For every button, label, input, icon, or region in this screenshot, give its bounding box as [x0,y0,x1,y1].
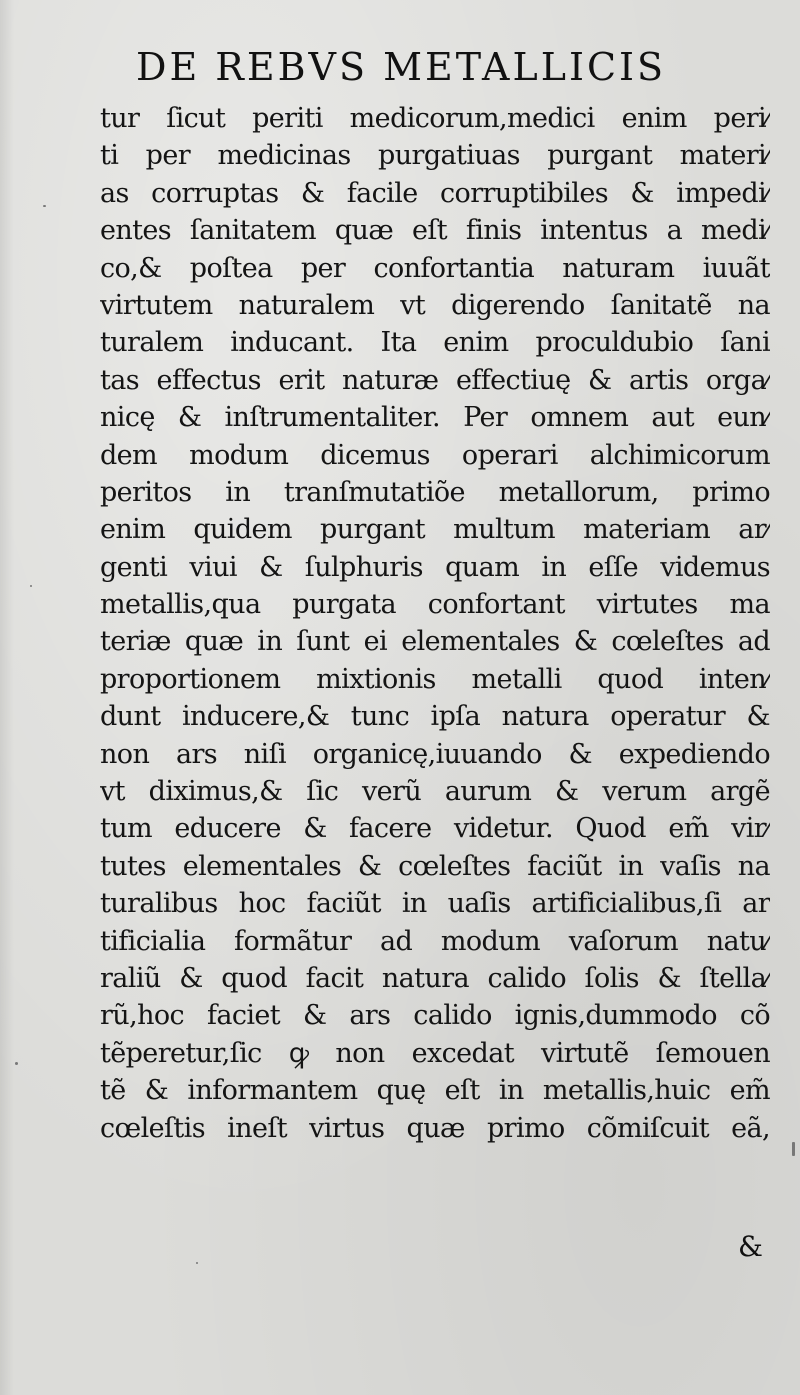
text-line: vt diximus,& ſic verũ aurum & verum argẽ [100,776,770,808]
text-line: tum educere & facere videtur. Quod em̃ vir⁄ [100,813,770,845]
paper-speck [792,1142,795,1156]
paper-speck [196,1262,198,1264]
text-line: enim quidem purgant multum materiam ar⁄ [100,514,770,546]
text-line: proportionem mixtionis metalli quod inten⁄ [100,663,770,695]
text-line: peritos in tranſmutatiõe metallorum, primo [100,476,770,508]
text-line: as corruptas & facile corruptibiles & impedi⁄ [100,177,770,209]
text-line: tas effectus erit naturæ effectiuę & artis orga⁄ [100,364,770,396]
text-line: dunt inducere,& tunc ipſa natura operatur & [100,701,770,733]
text-line: nicę & inſtrumentaliter. Per omnem aut eun⁄ [100,402,770,434]
text-line: turalibus hoc faciũt in uaſis artificialibus,ſi ar [100,888,770,920]
text-line: turalem inducant. Ita enim proculdubio ſani [100,327,770,359]
text-line: genti viui & ſulphuris quam in eſſe videmus [100,551,770,583]
text-line: non ars niſi organicę,iuuando & expediendo [100,738,770,770]
paper-speck [30,585,32,587]
text-line: tẽ & informantem quę eſt in metallis,huic em̃ [100,1075,770,1107]
catchword: & [738,1230,763,1263]
paper-speck [15,1062,18,1065]
text-line: tur ſicut periti medicorum,medici enim peri⁄ [100,103,770,134]
paper-speck [43,205,46,207]
text-block [100,100,770,1147]
text-line: cœleſtis ineſt virtus quæ primo cõmiſcuit eã, [100,1112,770,1144]
text-line: co,& poſtea per confortantia naturam iuuãt [100,252,770,284]
text-line: rũ,hoc faciet & ars calido ignis,dummodo cõ [100,1000,770,1032]
text-line: raliũ & quod facit natura calido ſolis & ſtella⁄ [100,962,770,994]
text-line: teriæ quæ in ſunt ei elementales & cœleſtes ad [100,626,770,658]
text-line: tificialia formãtur ad modum vaſorum natu⁄ [100,925,770,957]
text-line: dem modum dicemus operari alchimicorum [100,439,770,471]
page-gutter-shadow [0,0,14,1395]
text-line: virtutem naturalem vt digerendo ſanitatẽ na [100,289,770,321]
text-line: tutes elementales & cœleſtes faciũt in vaſis na [100,850,770,882]
text-line: entes ſanitatem quæ eſt finis intentus a medi⁄ [100,215,770,247]
text-line: ti per medicinas purgatiuas purgant materi⁄ [100,140,770,172]
text-line: tẽperetur,ſic ꝙ non excedat virtutẽ ſemouen [100,1037,770,1069]
text-line: metallis,qua purgata confortant virtutes ma [100,589,770,621]
running-head: DE REBVS METALLICIS [136,45,667,89]
